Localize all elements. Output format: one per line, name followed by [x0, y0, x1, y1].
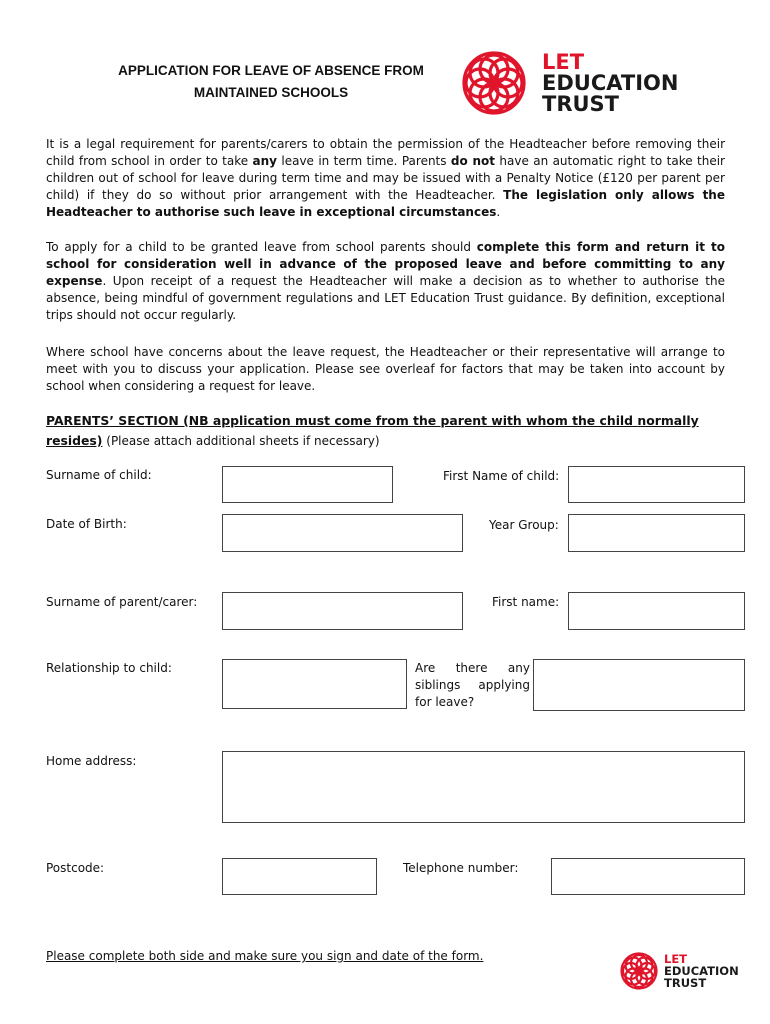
page-title	[46, 60, 496, 104]
title-line-1: APPLICATION FOR LEAVE OF ABSENCE FROM	[118, 63, 424, 78]
first-name-input[interactable]	[568, 592, 745, 630]
telephone-label: Telephone number:	[403, 861, 519, 875]
first-name-child-input[interactable]	[568, 466, 745, 503]
surname-parent-label: Surname of parent/carer:	[46, 595, 198, 609]
postcode-label: Postcode:	[46, 861, 105, 875]
home-address-label: Home address:	[46, 754, 137, 768]
siblings-input[interactable]	[533, 659, 745, 711]
postcode-input[interactable]	[222, 858, 377, 895]
date-of-birth-label: Date of Birth:	[46, 517, 127, 531]
year-group-label: Year Group:	[489, 518, 559, 532]
parents-section-heading: PARENTS’ SECTION (NB application must come from the parent with whom the child normally resides) (Please attach additional sheets if necessary)	[46, 413, 699, 448]
year-group-input[interactable]	[568, 514, 745, 552]
intro-paragraph-2: To apply for a child to be granted leave from school parents should complete this form and return it to school for consideration well in advance of the proposed leave and before committing to any expense. Upon receipt of a request the Headteacher will make a decision as to whether to authorise the absence, being mindful of government regulations and LET Education Trust guidance. By definition, exceptional trips should not occur regularly.	[46, 240, 725, 322]
intro-paragraph-3: Where school have concerns about the leave request, the Headteacher or their representative will arrange to meet with you to discuss your application. Please see overleaf for factors that may be taken into account by school when considering a request for leave.	[46, 345, 725, 393]
surname-parent-input[interactable]	[222, 592, 463, 630]
date-of-birth-input[interactable]	[222, 514, 463, 552]
home-address-input[interactable]	[222, 751, 745, 823]
small-logo-line-1: LET	[664, 952, 688, 966]
surname-child-label: Surname of child:	[46, 468, 152, 482]
let-education-trust-logo-small	[618, 950, 758, 996]
small-logo-line-2: EDUCATION	[664, 964, 739, 978]
intro-paragraph-1: It is a legal requirement for parents/carers to obtain the permission of the Headteacher before removing their child from school in order to take any leave in term time. Parents do not have an automatic right to take their children out of school for leave during term time and may be issued with a Penalty Notice (£120 per parent per child) if they do so without prior arrangement with the Headteacher. The legislation only allows the Headteacher to authorise such leave in exceptional circumstances.	[46, 137, 725, 219]
let-education-trust-logo	[458, 47, 698, 123]
relationship-input[interactable]	[222, 659, 407, 709]
surname-child-input[interactable]	[222, 466, 393, 503]
logo-line-2: EDUCATION	[542, 71, 679, 95]
title-line-2: MAINTAINED SCHOOLS	[193, 85, 349, 100]
footer-note: Please complete both side and make sure you sign and date of the form.	[46, 949, 484, 963]
first-name-label: First name:	[492, 595, 560, 609]
logo-line-3: TRUST	[542, 92, 619, 116]
logo-line-1: LET	[542, 50, 585, 74]
small-logo-line-3: TRUST	[664, 976, 707, 990]
telephone-input[interactable]	[551, 858, 745, 895]
relationship-label: Relationship to child:	[46, 661, 172, 675]
siblings-label: Are there any siblings applying for leave?	[415, 661, 530, 709]
first-name-child-label: First Name of child:	[443, 469, 560, 483]
